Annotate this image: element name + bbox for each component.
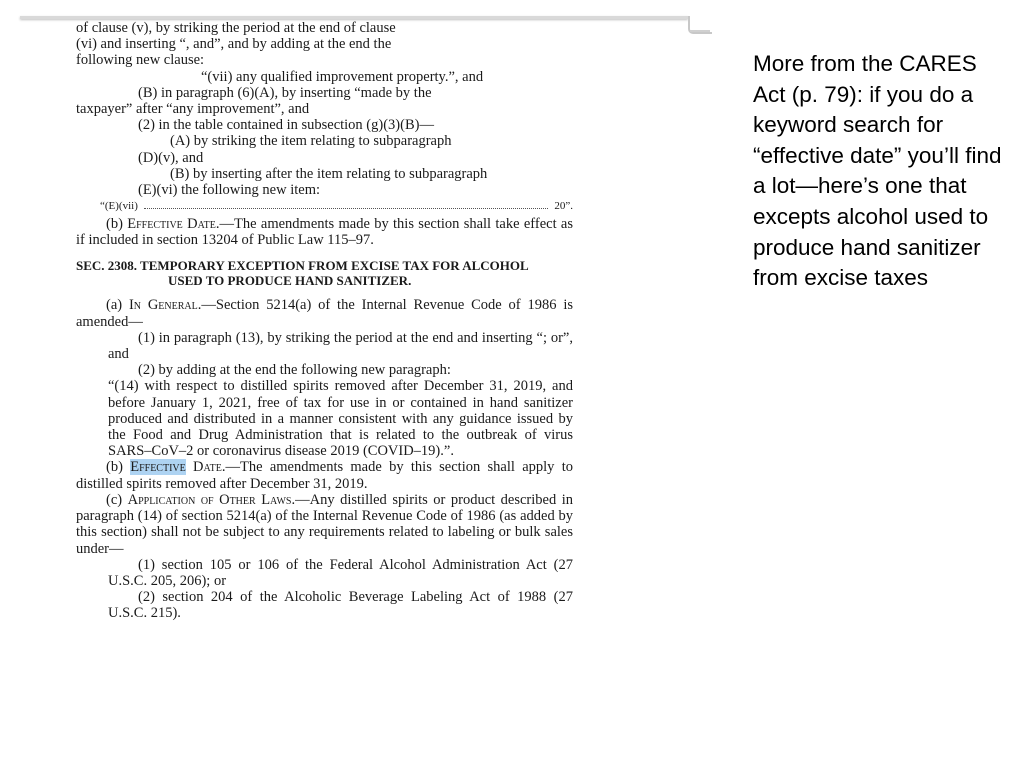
- table-item-label: “(E)(vii): [100, 200, 138, 213]
- section-heading-line2: USED TO PRODUCE HAND SANITIZER.: [168, 273, 412, 289]
- table-item-row: [76, 198, 573, 216]
- text-line: “(vii) any qualified improvement property.”, and: [201, 68, 484, 85]
- text-line: taxpayer” after “any improvement”, and: [76, 101, 310, 118]
- text-line: (B) in paragraph (6)(A), by inserting “made by the: [138, 84, 432, 101]
- text-line: (B) by inserting after the item relating to subparagraph: [170, 165, 488, 182]
- text-line: (vi) and inserting “, and”, and by adding at the end the: [76, 36, 392, 53]
- leader-dots: [144, 208, 548, 209]
- text-line: (E)(vi) the following new item:: [138, 182, 321, 199]
- text-line: (2) in the table contained in subsection (g)(3)(B)—: [138, 117, 434, 134]
- paragraph-heading: Effective Date: [127, 216, 216, 233]
- paragraph-effective-date-1: (b) Effective Date.—The amendments made by this section shall take effect as if included in section 13204 of Public Law 115–97.: [76, 216, 573, 249]
- slide-note: More from the CARES Act (p. 79): if you do a keyword search for “effective date” you’ll find a lot—here’s one that excepts alcohol used to produce hand sanitizer from excise taxes: [753, 51, 1002, 291]
- page-corner-edge: [690, 30, 710, 32]
- text-line: (A) by striking the item relating to subparagraph: [170, 133, 452, 150]
- text-line: (D)(v), and: [138, 149, 204, 166]
- paragraph-heading: In General: [128, 297, 198, 314]
- paragraph-heading: Application of Other Laws: [127, 491, 292, 508]
- text-line: of clause (v), by striking the period at the end of clause: [76, 20, 396, 36]
- paragraph-effective-date-2: (b) Effective Date.—The amendments made by this section shall apply to distilled spirits removed after December 31, 2019.: [76, 459, 573, 492]
- paragraph-heading: Date: [185, 459, 222, 476]
- paragraph-in-general: (a) In General.—Section 5214(a) of the Internal Revenue Code of 1986 is amended—: [76, 297, 573, 330]
- page-top-edge: [20, 16, 688, 19]
- document-page: [76, 20, 573, 622]
- paragraph-c1: (1) section 105 or 106 of the Federal Alcohol Administration Act (27 U.S.C. 205, 206); or: [108, 556, 573, 589]
- paragraph-a2-intro: (2) by adding at the end the following new paragraph:: [138, 362, 451, 379]
- text-line: following new clause:: [76, 52, 205, 69]
- section-heading: SEC. 2308. TEMPORARY EXCEPTION FROM EXCISE TAX FOR ALCOHOL: [76, 257, 529, 273]
- table-item-value: 20”.: [554, 200, 573, 213]
- search-highlight: Effective: [130, 459, 186, 476]
- paragraph-other-laws: (c) Application of Other Laws.—Any distilled spirits or product described in paragraph (14) of section 5214(a) of the Internal Revenue Code of 1986 (as added by this section) shall not be subject to any requirements related to labeling or bulk sales under—: [76, 491, 574, 557]
- paragraph-a2-quote: “(14) with respect to distilled spirits removed after December 31, 2019, and before January 1, 2021, free of tax for use in or contained in hand sanitizer produced and distributed in a manner consistent with any guidance issued by the Food and Drug Administration that is related to the outbreak of virus SARS–CoV–2 or coronavirus disease 2019 (COVID–19).”.: [108, 378, 573, 460]
- paragraph-a1: (1) in paragraph (13), by striking the period at the end and inserting “; or”, and: [108, 329, 573, 363]
- paragraph-c2: (2) section 204 of the Alcoholic Beverage Labeling Act of 1988 (27 U.S.C. 215).: [108, 589, 573, 622]
